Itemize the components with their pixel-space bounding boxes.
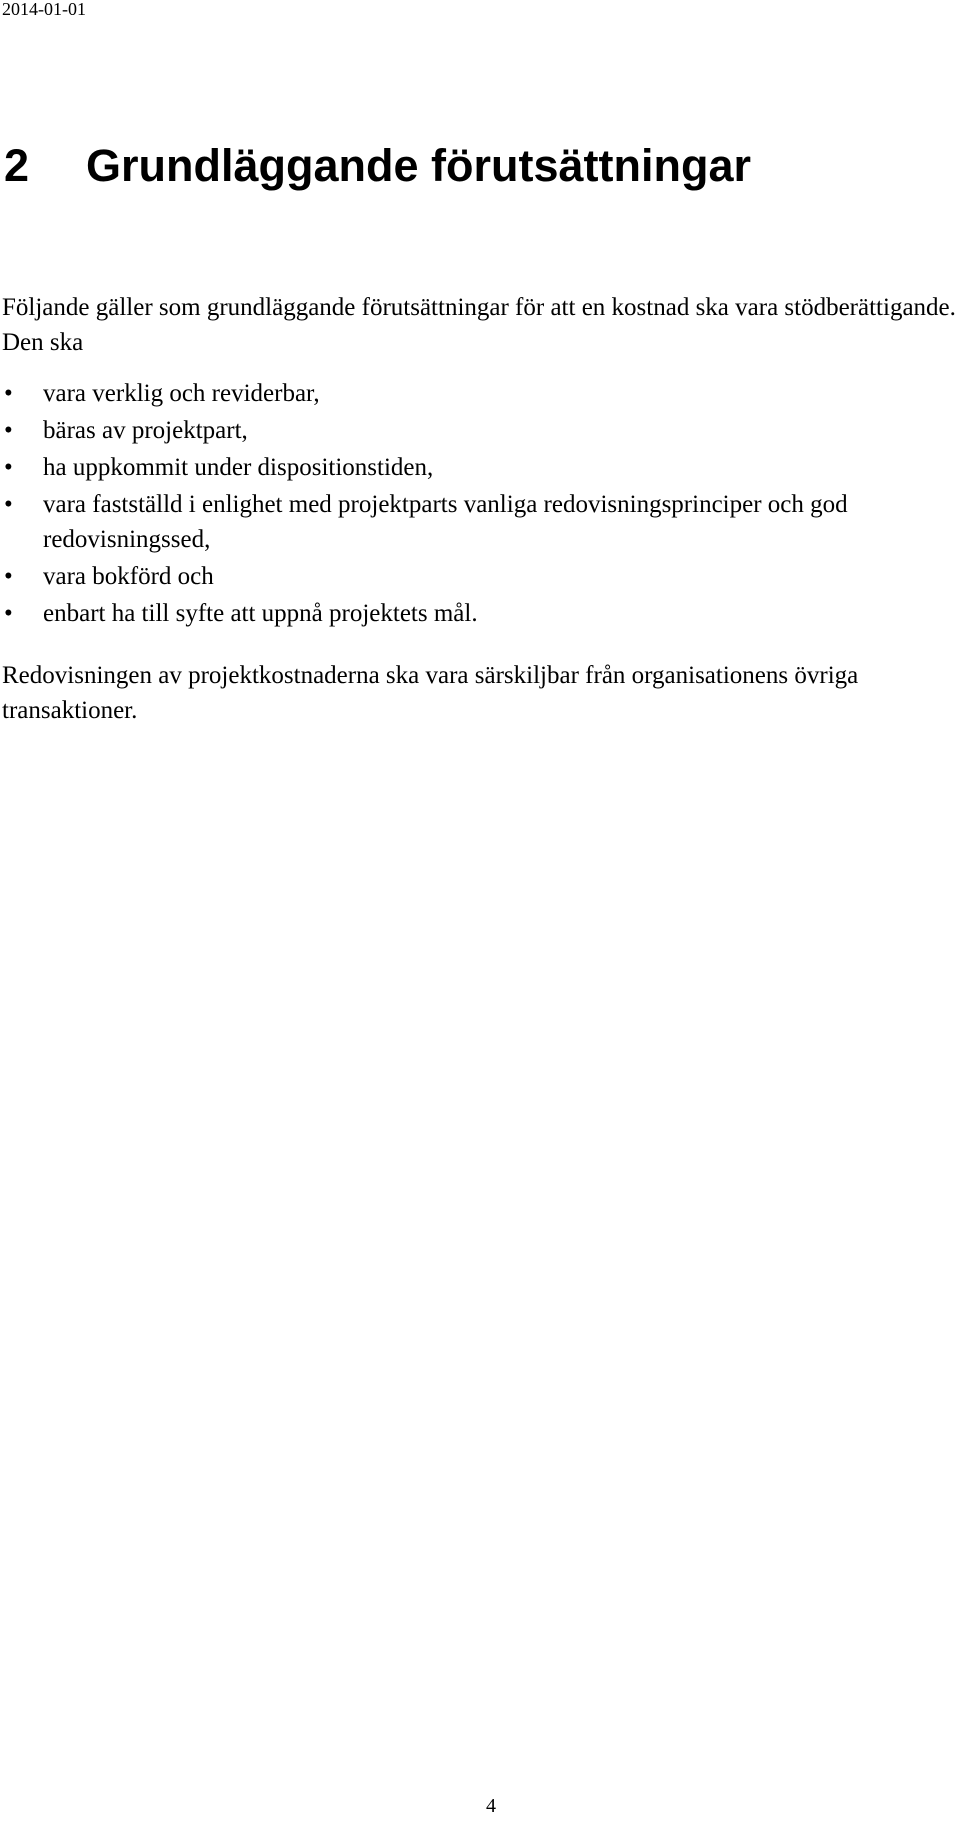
- bullet-icon: •: [4, 380, 13, 407]
- outro-paragraph: Redovisningen av projektkostnaderna ska vara särskiljbar från organisationens övriga transaktioner.: [2, 662, 859, 724]
- list-item: [0, 487, 958, 557]
- list-item: [0, 376, 958, 411]
- bullet-icon: •: [4, 600, 13, 627]
- bullet-icon: •: [4, 454, 13, 481]
- bullet-icon: •: [4, 563, 13, 590]
- section-title: Grundläggande förutsättningar: [86, 140, 752, 191]
- list-item: [0, 559, 958, 594]
- section-number: 2: [4, 140, 30, 191]
- list-item-text: vara verklig och reviderbar,: [43, 380, 320, 407]
- section-heading: [4, 138, 751, 194]
- list-item-text: enbart ha till syfte att uppnå projektets mål.: [43, 600, 478, 627]
- list-item: [0, 596, 958, 631]
- list-item-text: bäras av projektpart,: [43, 417, 248, 444]
- list-item-text: vara bokförd och: [43, 563, 214, 590]
- requirements-list: [0, 376, 958, 633]
- bullet-icon: •: [4, 417, 13, 444]
- list-item: [0, 413, 958, 448]
- list-item-text: ha uppkommit under dispositionstiden,: [43, 454, 434, 481]
- list-item-text: vara fastställd i enlighet med projektparts vanliga redovisningsprinciper och god redovisningssed,: [43, 491, 848, 553]
- page-number: 4: [486, 1795, 496, 1817]
- bullet-icon: •: [4, 491, 13, 518]
- list-item: [0, 450, 958, 485]
- intro-paragraph: Följande gäller som grundläggande förutsättningar för att en kostnad ska vara stödberättigande. Den ska: [2, 294, 956, 356]
- document-date: 2014-01-01: [2, 0, 86, 19]
